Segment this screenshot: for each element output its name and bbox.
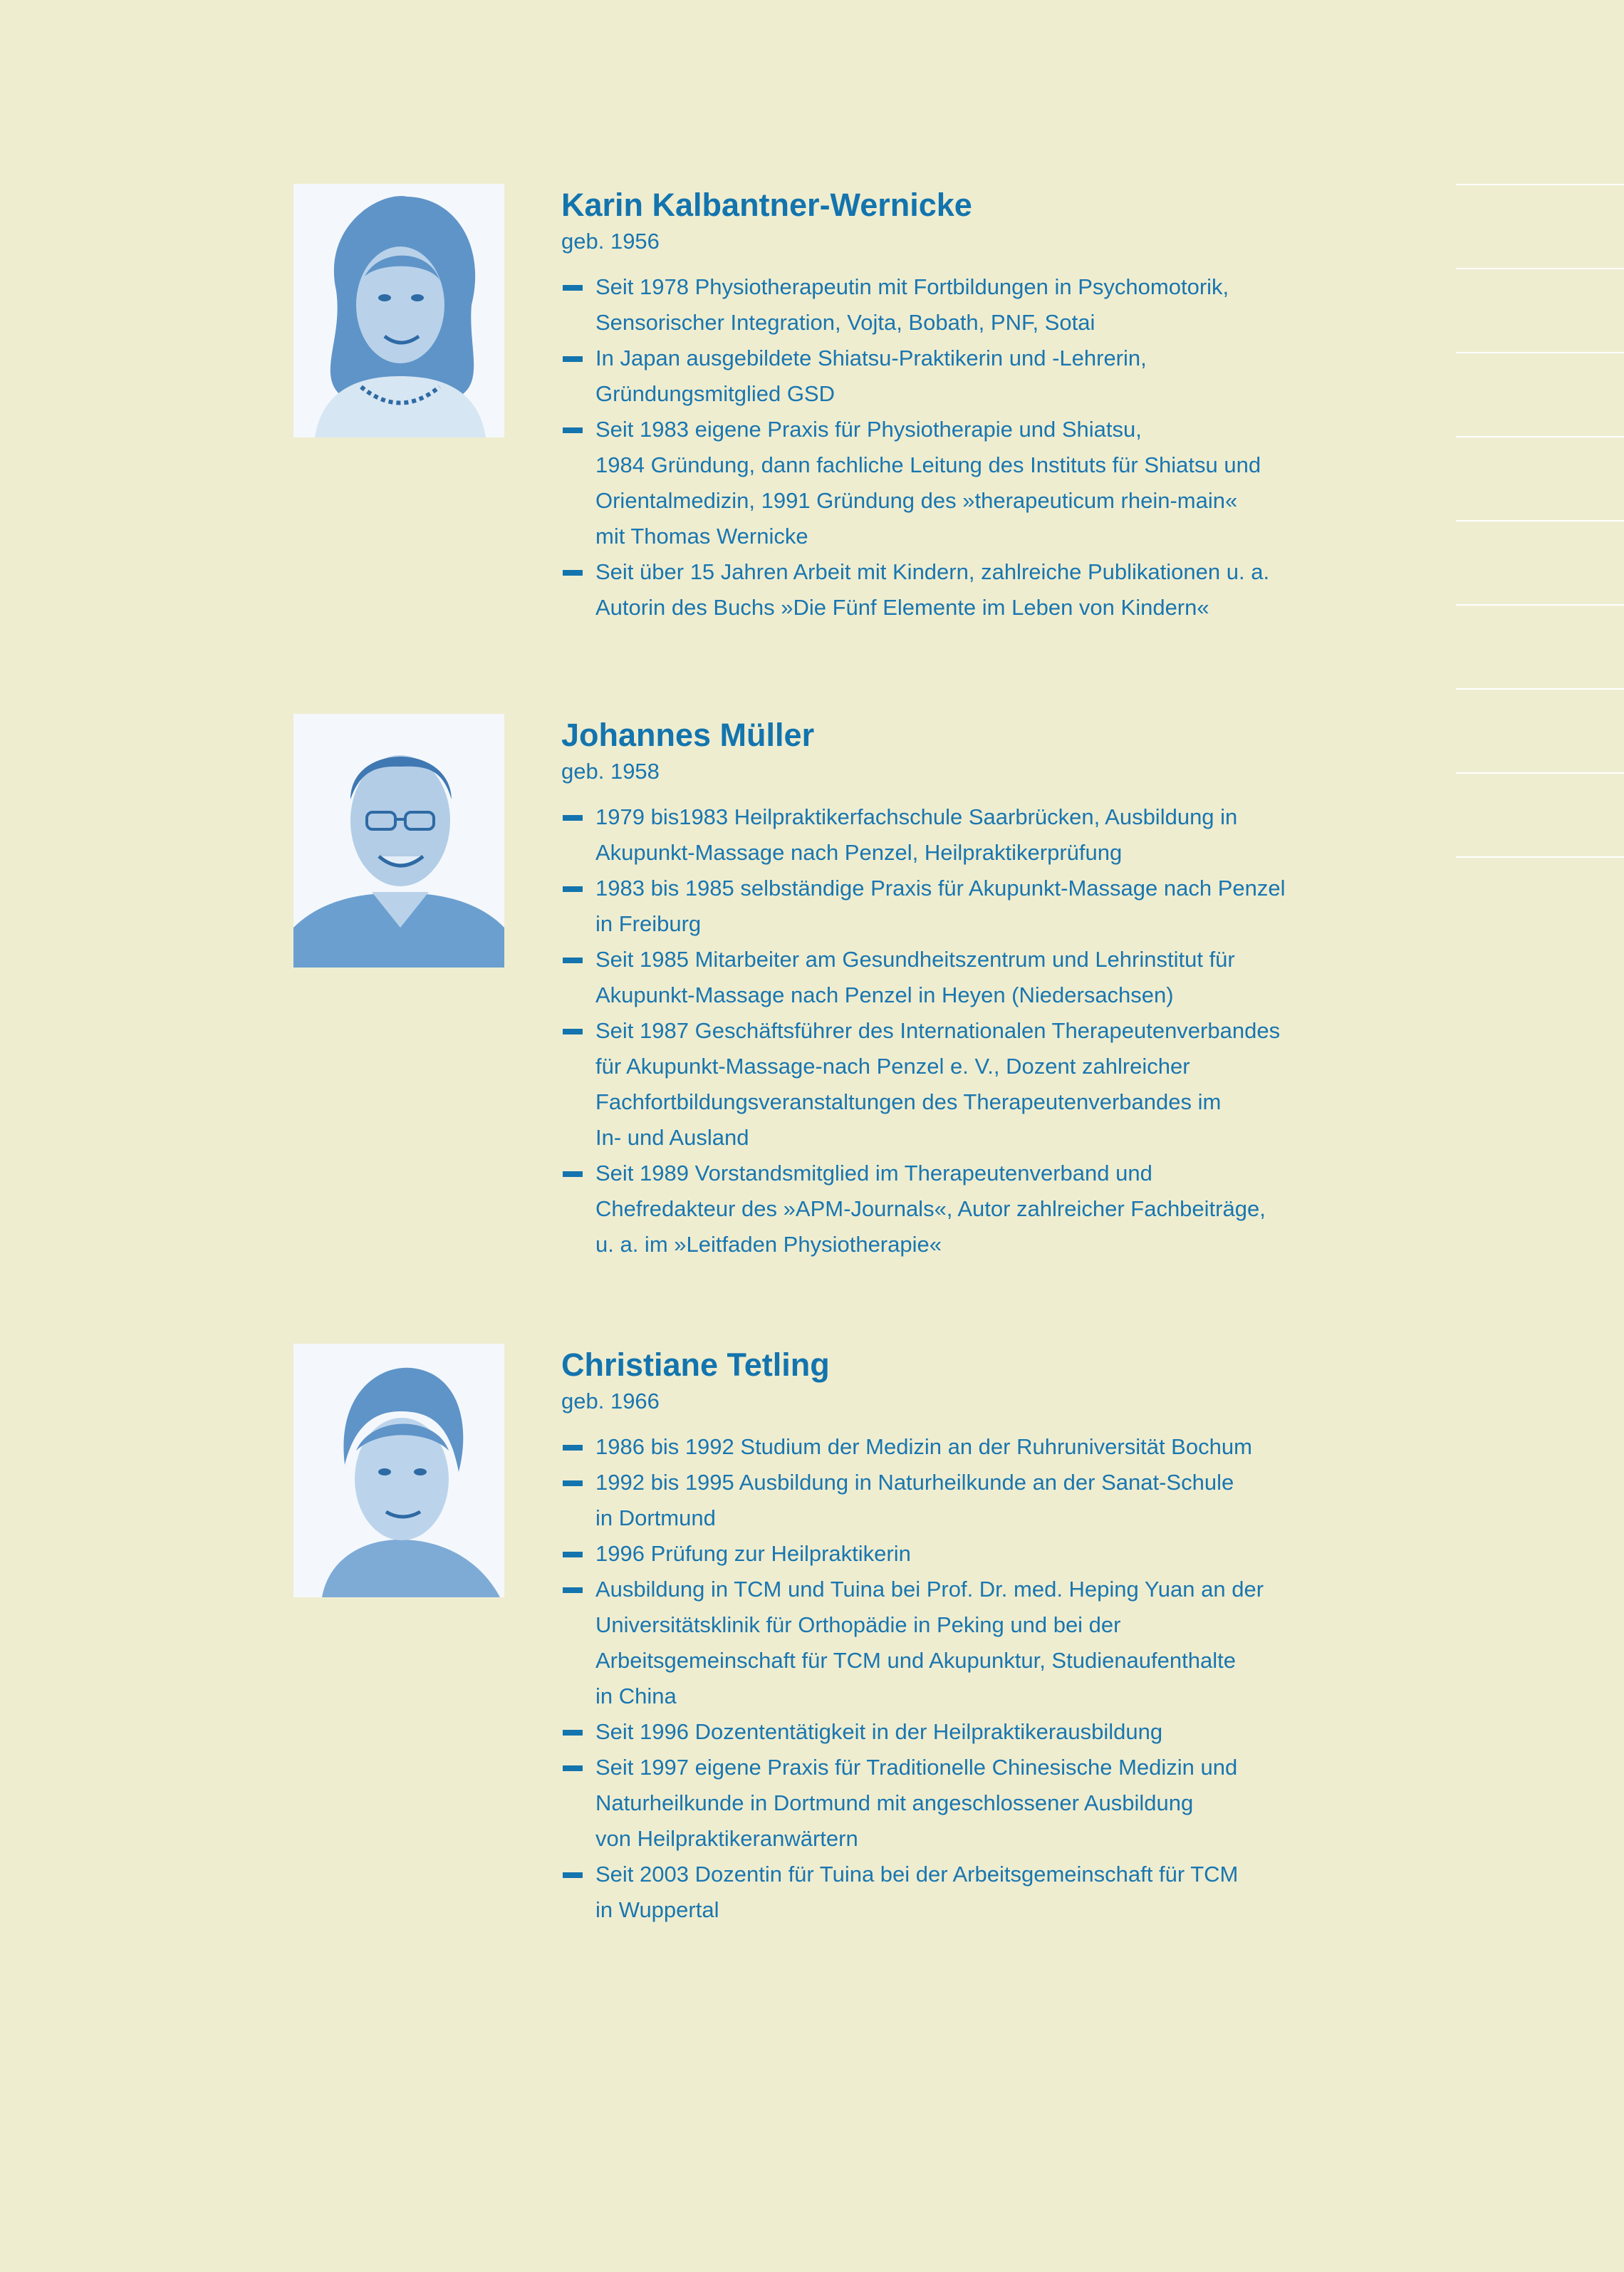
bio-item-line: Akupunkt-Massage nach Penzel in Heyen (Niedersachsen) <box>595 982 1174 1007</box>
bio-item-line: in Wuppertal <box>595 1897 719 1922</box>
bio-item-line: 1984 Gründung, dann fachliche Leitung des Instituts für Shiatsu und <box>595 452 1261 477</box>
bio-item <box>561 1156 1359 1262</box>
margin-tab-lines <box>1456 184 1624 940</box>
bio-item <box>561 1750 1359 1857</box>
bio-item-line: Seit 1997 eigene Praxis für Traditionelle Chinesische Medizin und <box>595 1755 1238 1780</box>
bio-item-line: Gründungsmitglied GSD <box>595 381 835 406</box>
birth-year: geb. 1966 <box>561 1389 660 1413</box>
bio-item <box>561 412 1359 554</box>
tab-line <box>1456 688 1624 690</box>
dash-bullet-icon <box>563 356 583 362</box>
dash-bullet-icon <box>563 1445 583 1451</box>
dash-bullet-icon <box>563 427 583 433</box>
bio-item-line: Seit 1989 Vorstandsmitglied im Therapeutenverband und <box>595 1161 1152 1186</box>
bio-item-line: 1986 bis 1992 Studium der Medizin an der Ruhruniversität Bochum <box>595 1434 1252 1459</box>
bio-item <box>561 871 1359 942</box>
bio-item-line: Sensorischer Integration, Vojta, Bobath, PNF, Sotai <box>595 310 1095 335</box>
bio-item <box>561 1857 1359 1928</box>
bio-item-line: Seit 2003 Dozentin für Tuina bei der Arbeitsgemeinschaft für TCM <box>595 1862 1239 1887</box>
bio-item-line: in Dortmund <box>595 1505 716 1530</box>
bio-item-line: Seit über 15 Jahren Arbeit mit Kindern, zahlreiche Publikationen u. a. <box>595 559 1270 584</box>
person-name: Karin Kalbantner-Wernicke <box>561 187 972 223</box>
dash-bullet-icon <box>563 1552 583 1557</box>
bio-item-line: Chefredakteur des »APM-Journals«, Autor zahlreicher Fachbeiträge, <box>595 1196 1266 1221</box>
bio-item <box>561 1536 1359 1572</box>
bio-item-line: Seit 1985 Mitarbeiter am Gesundheitszentrum und Lehrinstitut für <box>595 947 1235 972</box>
bio-list <box>561 799 1359 1262</box>
bio-list <box>561 269 1359 626</box>
profile-info <box>561 1344 1359 1928</box>
tab-line <box>1456 604 1624 606</box>
bio-item-line: Seit 1996 Dozententätigkeit in der Heilpraktikerausbildung <box>595 1719 1163 1744</box>
bio-item-line: In Japan ausgebildete Shiatsu-Praktikerin und -Lehrerin, <box>595 346 1147 370</box>
portrait-woman-icon <box>293 184 504 437</box>
bio-item <box>561 1572 1359 1714</box>
dash-bullet-icon <box>563 1171 583 1177</box>
bio-item-line: Universitätsklinik für Orthopädie in Peking und bei der <box>595 1612 1121 1637</box>
bio-item-line: Seit 1983 eigene Praxis für Physiotherapie und Shiatsu, <box>595 417 1142 442</box>
dash-bullet-icon <box>563 886 583 892</box>
person-name: Johannes Müller <box>561 717 815 753</box>
birth-year: geb. 1958 <box>561 759 660 784</box>
bio-item-line: Akupunkt-Massage nach Penzel, Heilpraktikerprüfung <box>595 840 1123 865</box>
bio-item <box>561 1714 1359 1750</box>
dash-bullet-icon <box>563 815 583 821</box>
person-name: Christiane Tetling <box>561 1347 830 1383</box>
bio-item-line: 1996 Prüfung zur Heilpraktikerin <box>595 1541 911 1566</box>
bio-item-line: Seit 1987 Geschäftsführer des Internationalen Therapeutenverbandes <box>595 1018 1281 1043</box>
portrait-man-icon <box>293 714 504 968</box>
bio-item-line: Arbeitsgemeinschaft für TCM und Akupunktur, Studienaufenthalte <box>595 1648 1236 1673</box>
bio-item-line: 1983 bis 1985 selbständige Praxis für Akupunkt-Massage nach Penzel <box>595 876 1286 901</box>
bio-item-line: in Freiburg <box>595 911 702 936</box>
bio-item-line: mit Thomas Wernicke <box>595 524 808 549</box>
bio-item <box>561 269 1359 341</box>
bio-item-line: Autorin des Buchs »Die Fünf Elemente im Leben von Kindern« <box>595 595 1209 620</box>
tab-line <box>1456 268 1624 269</box>
dash-bullet-icon <box>563 570 583 576</box>
bio-item <box>561 1013 1359 1156</box>
bio-item-line: u. a. im »Leitfaden Physiotherapie« <box>595 1232 942 1257</box>
bio-item-line: Naturheilkunde in Dortmund mit angeschlossener Ausbildung <box>595 1790 1194 1815</box>
tab-line <box>1456 436 1624 437</box>
portrait-photo <box>293 1344 504 1597</box>
dash-bullet-icon <box>563 1480 583 1486</box>
bio-item <box>561 942 1359 1013</box>
bio-item-line: 1992 bis 1995 Ausbildung in Naturheilkunde an der Sanat-Schule <box>595 1470 1234 1495</box>
bio-item-line: Seit 1978 Physiotherapeutin mit Fortbildungen in Psychomotorik, <box>595 274 1229 299</box>
tab-line <box>1456 520 1624 522</box>
birth-year: geb. 1956 <box>561 229 660 254</box>
bio-list <box>561 1429 1359 1928</box>
bio-item-line: für Akupunkt-Massage-nach Penzel e. V., Dozent zahlreicher <box>595 1054 1190 1079</box>
bio-item <box>561 554 1359 626</box>
bio-item-line: von Heilpraktikeranwärtern <box>595 1826 858 1851</box>
bio-item-line: in China <box>595 1684 677 1708</box>
dash-bullet-icon <box>563 1872 583 1878</box>
portrait-woman-icon <box>293 1344 504 1597</box>
dash-bullet-icon <box>563 958 583 963</box>
tab-line <box>1456 352 1624 353</box>
dash-bullet-icon <box>563 1029 583 1034</box>
tab-line <box>1456 772 1624 774</box>
tab-line <box>1456 856 1624 858</box>
profile-info <box>561 184 1359 626</box>
bio-item <box>561 1429 1359 1465</box>
bio-item <box>561 799 1359 871</box>
bio-item <box>561 341 1359 412</box>
bio-item-line: 1979 bis1983 Heilpraktikerfachschule Saarbrücken, Ausbildung in <box>595 804 1238 829</box>
portrait-photo <box>293 184 504 437</box>
dash-bullet-icon <box>563 1730 583 1736</box>
dash-bullet-icon <box>563 1587 583 1593</box>
bio-item-line: Fachfortbildungsveranstaltungen des Therapeutenverbandes im <box>595 1089 1222 1114</box>
bio-item-line: Ausbildung in TCM und Tuina bei Prof. Dr. med. Heping Yuan an der <box>595 1577 1264 1602</box>
bio-item-line: In- und Ausland <box>595 1125 749 1150</box>
profile-info <box>561 714 1359 1262</box>
portrait-photo <box>293 714 504 968</box>
bio-item-line: Orientalmedizin, 1991 Gründung des »therapeuticum rhein-main« <box>595 488 1238 513</box>
dash-bullet-icon <box>563 1765 583 1771</box>
tab-line <box>1456 184 1624 185</box>
bio-item <box>561 1465 1359 1536</box>
dash-bullet-icon <box>563 285 583 291</box>
